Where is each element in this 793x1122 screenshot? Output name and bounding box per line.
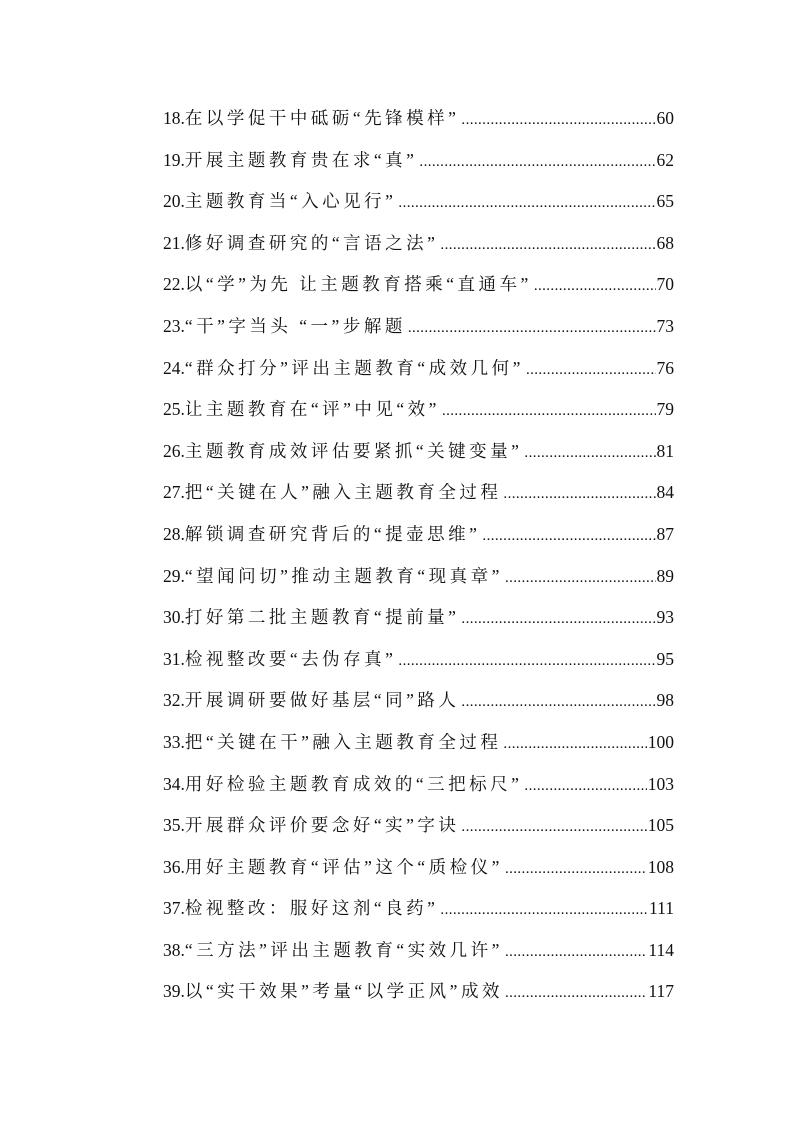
entry-number: 20.	[163, 191, 185, 212]
entry-title: 以“实干效果”考量“以学正风”成效	[184, 981, 503, 1002]
dot-leader	[534, 272, 656, 300]
toc-entry[interactable]	[163, 936, 674, 978]
page-number: 100	[647, 731, 674, 752]
page-number: 117	[648, 981, 674, 1002]
dot-leader	[461, 605, 655, 633]
entry-title: 开展群众评价要念好“实”字诀	[184, 815, 460, 836]
dot-leader	[503, 480, 655, 508]
page-number: 62	[656, 149, 674, 170]
page-number: 68	[656, 232, 674, 253]
toc-entry[interactable]	[163, 562, 674, 604]
dot-leader	[505, 979, 647, 1007]
dot-leader	[408, 314, 656, 342]
toc-entry[interactable]	[163, 811, 674, 853]
page-number: 89	[656, 565, 674, 586]
page-number: 98	[656, 690, 674, 711]
entry-title: 打好第二批主题教育“提前量”	[184, 607, 460, 628]
page-number: 95	[656, 648, 674, 669]
entry-number: 37.	[163, 898, 185, 919]
dot-leader	[398, 189, 655, 217]
dot-leader	[461, 688, 655, 716]
entry-title: 在以学促干中砥砺“先锋模样”	[184, 108, 460, 128]
table-of-contents	[163, 104, 674, 1019]
entry-number: 23.	[163, 315, 185, 336]
dot-leader	[440, 896, 648, 924]
dot-leader	[526, 356, 656, 384]
entry-number: 34.	[163, 773, 185, 794]
toc-entry[interactable]	[163, 686, 674, 728]
entry-title: “望闻问切”推动主题教育“现真章”	[184, 565, 503, 586]
page-number: 87	[656, 523, 674, 544]
entry-number: 35.	[163, 815, 185, 836]
dot-leader	[442, 397, 656, 425]
page-number: 93	[656, 607, 674, 628]
entry-number: 29.	[163, 565, 185, 586]
toc-entry[interactable]	[163, 354, 674, 396]
toc-entry[interactable]	[163, 645, 674, 687]
dot-leader	[440, 231, 655, 259]
entry-title: 解锁调查研究背后的“提壶思维”	[184, 523, 481, 544]
entry-title: 用好主题教育“评估”这个“质检仪”	[184, 856, 503, 877]
entry-number: 32.	[163, 690, 185, 711]
toc-entry[interactable]	[163, 977, 674, 1019]
page-number: 73	[656, 315, 674, 336]
dot-leader	[461, 813, 646, 841]
toc-entry[interactable]	[163, 603, 674, 645]
entry-number: 30.	[163, 607, 185, 628]
toc-entry[interactable]	[163, 395, 674, 437]
entry-title: 修好调查研究的“言语之法”	[184, 232, 439, 253]
dot-leader	[398, 647, 655, 675]
entry-title: “干”字当头 “一”步解题	[184, 315, 406, 336]
toc-entry[interactable]	[163, 520, 674, 562]
page-number: 65	[656, 191, 674, 212]
entry-number: 25.	[163, 399, 185, 420]
entry-number: 22.	[163, 274, 185, 295]
toc-entry[interactable]	[163, 728, 674, 770]
page-number: 76	[656, 357, 674, 378]
entry-number: 33.	[163, 731, 185, 752]
entry-number: 18.	[163, 108, 185, 128]
dot-leader	[524, 772, 646, 800]
entry-title: 开展调研要做好基层“同”路人	[184, 690, 460, 711]
page-number: 105	[647, 815, 674, 836]
entry-number: 19.	[163, 149, 185, 170]
toc-entry[interactable]	[163, 894, 674, 936]
entry-title: “三方法”评出主题教育“实效几许”	[184, 939, 503, 960]
entry-title: 检视整改：服好这剂“良药”	[184, 898, 439, 919]
entry-title: 主题教育当“入心见行”	[184, 191, 397, 212]
toc-entry[interactable]	[163, 229, 674, 271]
toc-entry[interactable]	[163, 187, 674, 229]
entry-number: 36.	[163, 856, 185, 877]
page-number: 79	[656, 399, 674, 420]
entry-number: 31.	[163, 648, 185, 669]
toc-entry[interactable]	[163, 270, 674, 312]
entry-number: 21.	[163, 232, 185, 253]
dot-leader	[482, 522, 655, 550]
page-number: 108	[647, 856, 674, 877]
dot-leader	[505, 855, 647, 883]
entry-number: 26.	[163, 440, 185, 461]
entry-number: 38.	[163, 939, 185, 960]
entry-title: 以“学”为先 让主题教育搭乘“直通车”	[184, 274, 532, 295]
toc-entry[interactable]	[163, 146, 674, 188]
page-number: 84	[656, 482, 674, 503]
entry-title: 把“关键在干”融入主题教育全过程	[184, 731, 502, 752]
toc-entry[interactable]	[163, 437, 674, 479]
dot-leader	[503, 730, 646, 758]
entry-title: 用好检验主题教育成效的“三把标尺”	[184, 773, 523, 794]
toc-entry[interactable]	[163, 478, 674, 520]
entry-number: 39.	[163, 981, 185, 1002]
dot-leader	[419, 148, 655, 176]
dot-leader	[505, 564, 656, 592]
dot-leader	[505, 938, 647, 966]
toc-entry[interactable]	[163, 312, 674, 354]
entry-number: 28.	[163, 523, 185, 544]
page-number: 111	[649, 898, 674, 919]
toc-entry[interactable]	[163, 104, 674, 146]
entry-title: 主题教育成效评估要紧抓“关键变量”	[184, 440, 523, 461]
toc-entry[interactable]	[163, 770, 674, 812]
entry-title: 把“关键在人”融入主题教育全过程	[184, 482, 502, 503]
entry-number: 24.	[163, 357, 185, 378]
page-number: 60	[656, 108, 674, 128]
dot-leader	[524, 439, 655, 467]
dot-leader	[461, 106, 655, 134]
toc-entry[interactable]	[163, 853, 674, 895]
page-number: 70	[656, 274, 674, 295]
entry-title: 让主题教育在“评”中见“效”	[184, 399, 440, 420]
page-number: 103	[647, 773, 674, 794]
page-number: 81	[656, 440, 674, 461]
entry-title: “群众打分”评出主题教育“成效几何”	[184, 357, 524, 378]
page-number: 114	[648, 939, 674, 960]
entry-title: 检视整改要“去伪存真”	[184, 648, 397, 669]
entry-title: 开展主题教育贵在求“真”	[184, 149, 418, 170]
entry-number: 27.	[163, 482, 185, 503]
